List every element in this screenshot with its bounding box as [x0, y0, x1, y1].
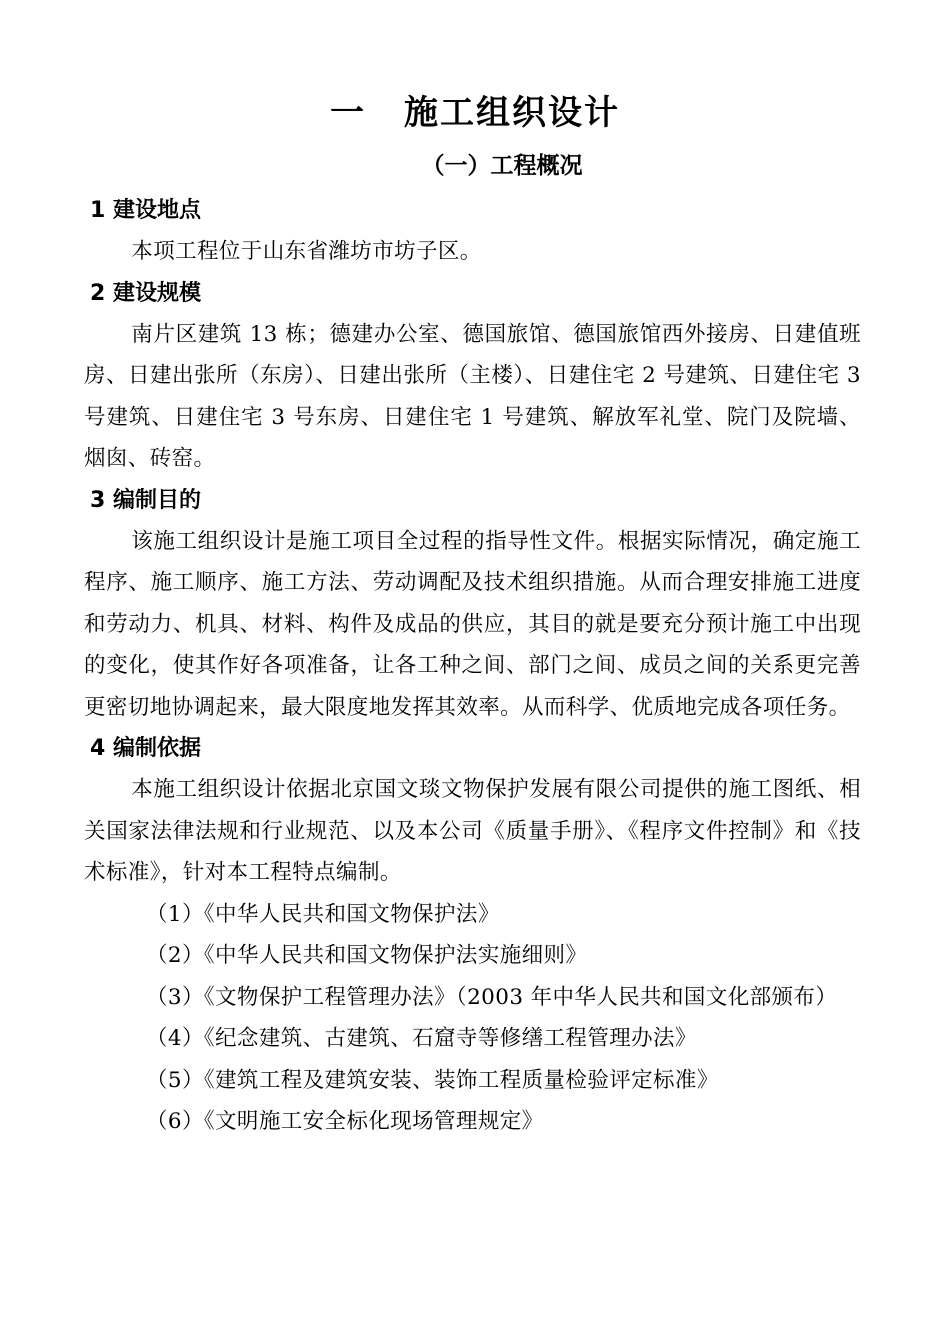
basis-list-item: （5）《建筑工程及建筑安装、装饰工程质量检验评定标准》 [146, 1067, 719, 1093]
basis-list-item: （2）《中华人民共和国文物保护法实施细则》 [146, 943, 588, 968]
title-number: 一 [330, 93, 366, 133]
basis-list-item: （3）《文物保护工程管理办法》（2003 年中华人民共和国文化部颁布） [146, 984, 838, 1010]
basis-list-item: （4）《纪念建筑、古建筑、石窟寺等修缮工程管理办法》 [146, 1026, 697, 1051]
heading-location: 1 建设地点 [90, 198, 201, 223]
title-text: 施工组织设计 [404, 93, 620, 133]
paragraph-scale: 南片区建筑 13 栋；德建办公室、德国旅馆、德国旅馆西外接房、日建值班房、日建出张所（东房）、日建出张所（主楼）、日建住宅 2 号建筑、日建住宅 3 号建筑、日建住宅 3 号东房、日建住宅 1 号建筑、解放军礼堂、院门及院墙、烟囱、砖窑。 [84, 321, 861, 471]
basis-list-item: （6）《文明施工安全标化现场管理规定》 [146, 1109, 544, 1134]
heading-scale: 2 建设规模 [90, 280, 201, 306]
paragraph-location: 本项工程位于山东省潍坊市坊子区。 [131, 239, 482, 264]
heading-purpose: 3 编制目的 [90, 487, 201, 513]
section-subtitle: （一）工程概况 [421, 153, 583, 179]
basis-list-item: （1）《中华人民共和国文物保护法》 [146, 901, 500, 927]
document-title [0, 88, 950, 138]
heading-basis: 4 编制依据 [90, 736, 201, 761]
paragraph-basis: 本施工组织设计依据北京国文琰文物保护发展有限公司提供的施工图纸、相关国家法律法规和行业规范、以及本公司《质量手册》、《程序文件控制》和《技术标准》，针对本工程特点编制。 [84, 777, 861, 885]
paragraph-purpose: 该施工组织设计是施工项目全过程的指导性文件。根据实际情况，确定施工程序、施工顺序、施工方法、劳动调配及技术组织措施。从而合理安排施工进度和劳动力、机具、材料、构件及成品的供应，其目的就是要充分预计施工中出现的变化，使其作好各项准备，让各工种之间、部门之间、成员之间的关系更完善更密切地协调起来，最大限度地发挥其效率。从而科学、优质地完成各项任务。 [84, 528, 861, 720]
document-body [84, 190, 861, 1143]
